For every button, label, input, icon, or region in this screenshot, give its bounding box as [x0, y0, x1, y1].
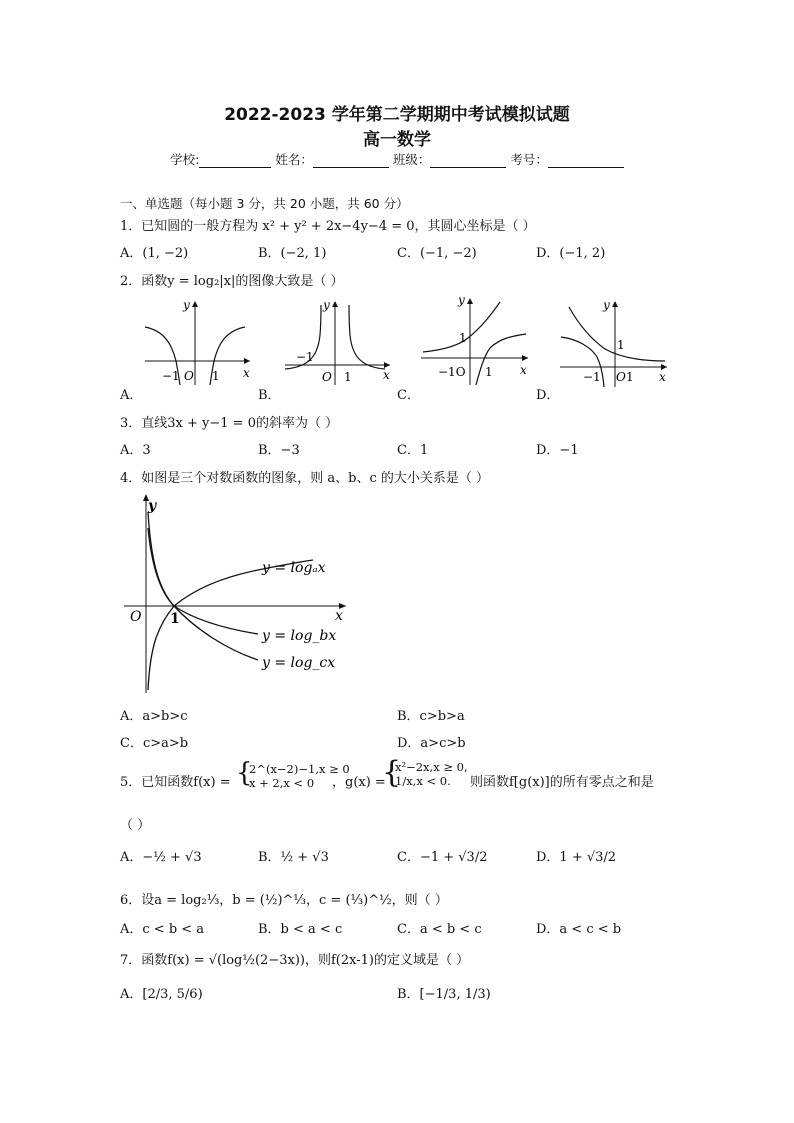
x-label: x	[520, 363, 527, 377]
q2-stem: 2．函数y = log₂|x|的图像大致是（ ）	[120, 274, 344, 289]
y-axis-arrow	[612, 301, 618, 307]
q3-option-d[interactable]: D．−1	[536, 443, 579, 458]
q5-g-cases	[395, 760, 468, 788]
q7-stem: 7．函数f(x) = √(log½(2−3x))，则f(2x-1)的定义域是（ ）	[120, 953, 470, 968]
exam-subtitle: 高一数学	[363, 130, 431, 150]
y-label: y	[183, 298, 190, 312]
curve-lower	[476, 334, 526, 385]
q2-option-c[interactable]: C．	[397, 388, 420, 403]
q6-option-a[interactable]: A．c < b < a	[120, 922, 205, 937]
x-label: x	[383, 368, 390, 382]
q5-g-case1: x²−2x,x ≥ 0,	[395, 760, 468, 774]
q6-option-c[interactable]: C．a < b < c	[397, 922, 482, 937]
q4-option-c[interactable]: C．c>a>b	[120, 736, 189, 751]
x-axis-arrow	[522, 355, 528, 361]
field-school-label: 学校:	[170, 152, 200, 167]
q5-option-a[interactable]: A．−½ + √3	[120, 850, 202, 865]
q6-option-d[interactable]: D．a < c < b	[536, 922, 622, 937]
q3-stem: 3．直线3x + y−1 = 0的斜率为（ ）	[120, 416, 339, 431]
student-info-line	[0, 150, 794, 168]
curve-right	[349, 305, 385, 369]
section-heading: 一、单选题（每小题 3 分，共 20 小题，共 60 分）	[120, 196, 409, 211]
q2-graph-c	[418, 290, 533, 387]
q1-stem: 1．已知圆的一般方程为 x² + y² + 2x−4y−4 = 0，其圆心坐标是（ ）	[120, 219, 536, 234]
one-y-label: 1	[617, 338, 625, 352]
q7-option-a[interactable]: A．[2/3, 5/6)	[120, 987, 203, 1002]
q2-graph-a	[140, 295, 255, 387]
x-label: x	[659, 370, 666, 384]
origin-label: O	[184, 369, 194, 383]
q2-graph-b	[280, 295, 395, 387]
x-label: x	[243, 366, 250, 380]
q6-option-b[interactable]: B．b < a < c	[258, 922, 343, 937]
one-label: 1	[212, 369, 220, 383]
q4-graph	[118, 490, 358, 695]
one-label: 1	[344, 370, 352, 384]
q5-g-case2: 1/x,x < 0.	[395, 774, 451, 788]
q5-stem-prefix: 5．已知函数f(x) =	[120, 775, 231, 790]
y-axis-arrow	[192, 301, 198, 307]
y-label: y	[323, 298, 330, 312]
q6-stem: 6．设a = log₂⅓，b = (½)^⅓，c = (⅓)^½，则（ ）	[120, 893, 448, 908]
curve-c-label: y = log_cx	[262, 655, 336, 671]
y-axis-arrow	[332, 301, 338, 307]
field-examno-label: 考号：	[510, 152, 548, 167]
q5-g-brace: {	[382, 755, 402, 790]
one-x-label: 1	[626, 370, 634, 384]
curve-log-b	[148, 512, 258, 634]
neg1-origin-label: −1O	[438, 365, 466, 379]
q5-f-brace: {	[236, 758, 253, 788]
q4-stem: 4．如图是三个对数函数的图象，则 a、b、c 的大小关系是（ ）	[120, 471, 490, 486]
q1-option-b[interactable]: B．(−2, 1)	[258, 246, 327, 261]
name-blank[interactable]	[313, 155, 389, 168]
origin-label: O	[322, 370, 332, 384]
q7-option-b[interactable]: B．[−1/3, 1/3)	[397, 987, 491, 1002]
q5-g-prefix: ，g(x) =	[332, 775, 386, 790]
q5-option-d[interactable]: D．1 + √3/2	[536, 850, 617, 865]
exam-title: 2022-2023 学年第二学期期中考试模拟试题	[224, 105, 570, 125]
neg1-label: −1	[162, 369, 180, 383]
q2-graph-d	[557, 295, 672, 387]
school-blank[interactable]	[199, 155, 271, 168]
y-label: y	[458, 293, 465, 307]
q2-option-a[interactable]: A．	[120, 388, 143, 403]
curve-upper	[569, 307, 665, 361]
q5-f-case2: x + 2,x < 0	[249, 776, 315, 790]
q2-option-d[interactable]: D．	[536, 388, 560, 403]
q4-option-b[interactable]: B．c>b>a	[397, 709, 465, 724]
q3-option-c[interactable]: C．1	[397, 443, 429, 458]
q5-stem-suffix: 则函数f[g(x)]的所有零点之和是	[470, 775, 654, 790]
class-blank[interactable]	[430, 155, 506, 168]
curve-b-label: y = log_bx	[262, 628, 337, 644]
y-label: y	[603, 298, 610, 312]
q1-option-c[interactable]: C．(−1, −2)	[397, 246, 477, 261]
y-axis-arrow	[467, 298, 473, 304]
curve-log-c	[148, 528, 258, 660]
q4-option-a[interactable]: A．a>b>c	[120, 709, 188, 724]
y-label: y	[148, 498, 157, 514]
x-axis-arrow	[244, 358, 250, 364]
one-y-label: 1	[459, 331, 467, 345]
origin-label: O	[616, 370, 626, 384]
field-class-label: 班级：	[392, 152, 431, 167]
q5-paren: （ ）	[120, 818, 151, 833]
q1-option-a[interactable]: A．(1, −2)	[120, 246, 189, 261]
origin-label: O	[130, 609, 142, 625]
neg1-label: −1	[583, 370, 601, 384]
one-label: 1	[170, 611, 180, 627]
one-x-label: 1	[485, 365, 493, 379]
q3-option-a[interactable]: A．3	[120, 443, 151, 458]
examno-blank[interactable]	[548, 155, 624, 168]
q5-f-case1: 2^(x−2)−1,x ≥ 0	[249, 762, 350, 776]
field-name-label: 姓名：	[275, 152, 313, 167]
q1-option-d[interactable]: D．(−1, 2)	[536, 246, 606, 261]
q2-option-b[interactable]: B．	[258, 388, 281, 403]
neg1-label: −1	[296, 350, 314, 364]
q5-option-b[interactable]: B．½ + √3	[258, 850, 329, 865]
curve-a-label: y = logₐx	[262, 560, 326, 576]
q3-option-b[interactable]: B．−3	[258, 443, 300, 458]
q4-option-d[interactable]: D．a>c>b	[397, 736, 466, 751]
x-label: x	[335, 608, 343, 624]
q5-option-c[interactable]: C．−1 + √3/2	[397, 850, 488, 865]
